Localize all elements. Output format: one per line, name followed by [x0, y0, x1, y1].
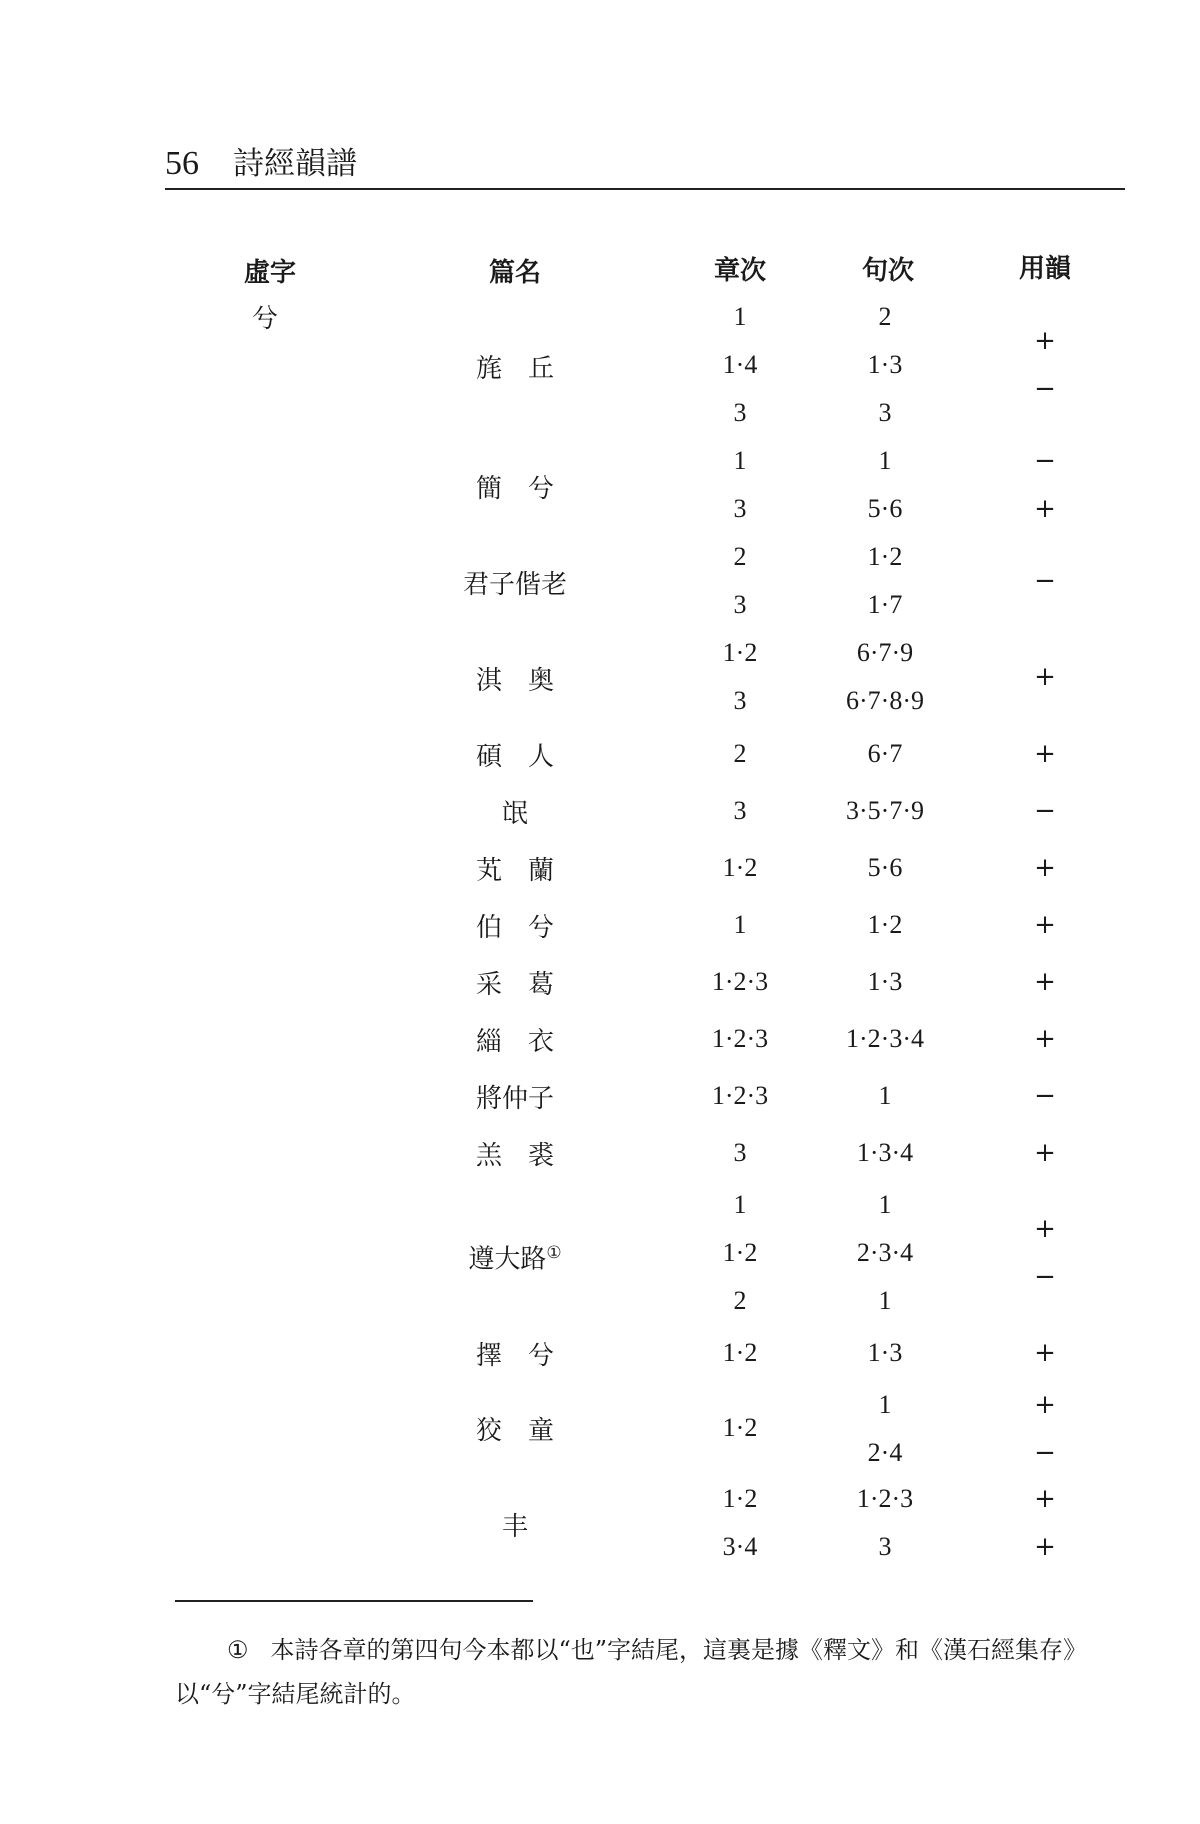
title-cell: 君子偕老: [462, 570, 567, 600]
line-cell: 1·3·4: [856, 1138, 914, 1167]
line-cell: 6·7·8·9: [846, 686, 924, 715]
chapter-cell: 1·2: [722, 1338, 758, 1367]
title-cell: 簡 兮: [475, 474, 554, 504]
col-head-line: 句次: [861, 256, 914, 286]
chapter-cell: 1: [733, 302, 747, 331]
col-head-title: 篇名: [488, 258, 541, 288]
line-cell: 1·3: [867, 967, 903, 996]
line-cell: 1·2·3: [856, 1484, 914, 1513]
rhyme-cell: +: [1034, 1138, 1056, 1168]
footnote: [175, 1628, 1127, 1716]
chapter-cell: 1·2·3: [711, 967, 769, 996]
title-cell: 伯 兮: [475, 913, 554, 943]
header-rule: [165, 188, 1125, 190]
chapter-cell: 1·2·3: [711, 1081, 769, 1110]
chapter-cell: 3: [733, 590, 747, 619]
book-title: 詩經韻譜: [233, 146, 357, 182]
rhyme-cell: −: [1034, 1262, 1056, 1292]
footnote-mark: ①: [227, 1636, 249, 1664]
title-cell: 淇 奥: [475, 666, 554, 696]
rhyme-cell: −: [1034, 446, 1056, 476]
title-cell: 羔 裘: [475, 1141, 554, 1171]
title-cell: 將仲子: [475, 1084, 554, 1114]
line-cell: 6·7: [867, 739, 903, 768]
rhyme-cell: +: [1034, 662, 1056, 692]
line-cell: 3: [878, 398, 892, 427]
line-cell: 1: [878, 1390, 892, 1419]
chapter-cell: 1·2: [722, 853, 758, 882]
rhyme-cell: +: [1034, 910, 1056, 940]
rhyme-cell: −: [1034, 566, 1056, 596]
line-cell: 5·6: [867, 494, 903, 523]
xuzi-value: 兮: [252, 304, 279, 334]
chapter-cell: 3: [733, 398, 747, 427]
title-cell: [450, 1245, 580, 1273]
footnote-rule: [175, 1600, 533, 1602]
footnote-ref[interactable]: ①: [546, 1243, 562, 1263]
title-cell: 緇 衣: [475, 1027, 554, 1057]
chapter-cell: 1: [733, 1190, 747, 1219]
chapter-cell: 2: [733, 542, 747, 571]
line-cell: 3: [878, 1532, 892, 1561]
title-text: 遵大路: [468, 1244, 547, 1275]
title-cell: 碩 人: [475, 742, 554, 772]
rhyme-cell: −: [1034, 1081, 1056, 1111]
col-head-xuzi: 虛字: [243, 258, 296, 288]
running-header: [165, 138, 357, 183]
line-cell: 1: [878, 1286, 892, 1315]
line-cell: 1·7: [867, 590, 903, 619]
footnote-text: 本詩各章的第四句今本都以“也”字結尾，這裏是據《釋文》和《漢石經集存》以“兮”字結尾統計的。: [175, 1636, 1088, 1708]
chapter-cell: 1·2: [722, 1413, 758, 1442]
line-cell: 1·2: [867, 910, 903, 939]
title-cell: 擇 兮: [475, 1341, 554, 1371]
rhyme-cell: −: [1034, 1438, 1056, 1468]
title-cell: 氓: [501, 799, 528, 829]
line-cell: 1·3: [867, 350, 903, 379]
chapter-cell: 2: [733, 739, 747, 768]
rhyme-cell: +: [1034, 853, 1056, 883]
chapter-cell: 1·2·3: [711, 1024, 769, 1053]
rhyme-cell: +: [1034, 1484, 1056, 1514]
chapter-cell: 3: [733, 686, 747, 715]
rhyme-cell: +: [1034, 967, 1056, 997]
line-cell: 1: [878, 1081, 892, 1110]
line-cell: 5·6: [867, 853, 903, 882]
chapter-cell: 3: [733, 494, 747, 523]
rhyme-cell: +: [1034, 494, 1056, 524]
chapter-cell: 2: [733, 1286, 747, 1315]
chapter-cell: 1: [733, 446, 747, 475]
page-number: 56: [165, 145, 199, 182]
title-cell: 采 葛: [475, 970, 554, 1000]
title-cell: 狡 童: [475, 1416, 554, 1446]
rhyme-cell: +: [1034, 1532, 1056, 1562]
rhyme-cell: +: [1034, 1214, 1056, 1244]
line-cell: 2·4: [867, 1438, 903, 1467]
rhyme-cell: +: [1034, 1338, 1056, 1368]
chapter-cell: 3·4: [722, 1532, 758, 1561]
line-cell: 3·5·7·9: [846, 796, 924, 825]
rhyme-cell: −: [1034, 796, 1056, 826]
rhyme-cell: +: [1034, 739, 1056, 769]
rhyme-cell: +: [1034, 326, 1056, 356]
line-cell: 1: [878, 1190, 892, 1219]
chapter-cell: 1·4: [722, 350, 758, 379]
rhyme-cell: +: [1034, 1024, 1056, 1054]
chapter-cell: 1·2: [722, 1484, 758, 1513]
line-cell: 1·2: [867, 542, 903, 571]
chapter-cell: 1·2: [722, 1238, 758, 1267]
chapter-cell: 3: [733, 1138, 747, 1167]
chapter-cell: 1: [733, 910, 747, 939]
rhyme-cell: −: [1034, 374, 1056, 404]
title-cell: 丰: [501, 1512, 528, 1542]
col-head-rhyme: 用韻: [1018, 254, 1071, 284]
title-cell: 旄 丘: [475, 354, 554, 384]
line-cell: 2: [878, 302, 892, 331]
col-head-chapter: 章次: [713, 256, 766, 286]
line-cell: 1: [878, 446, 892, 475]
line-cell: 1·3: [867, 1338, 903, 1367]
line-cell: 1·2·3·4: [846, 1024, 924, 1053]
chapter-cell: 3: [733, 796, 747, 825]
chapter-cell: 1·2: [722, 638, 758, 667]
title-cell: 芄 蘭: [475, 856, 554, 886]
rhyme-cell: +: [1034, 1390, 1056, 1420]
line-cell: 6·7·9: [856, 638, 914, 667]
line-cell: 2·3·4: [856, 1238, 914, 1267]
